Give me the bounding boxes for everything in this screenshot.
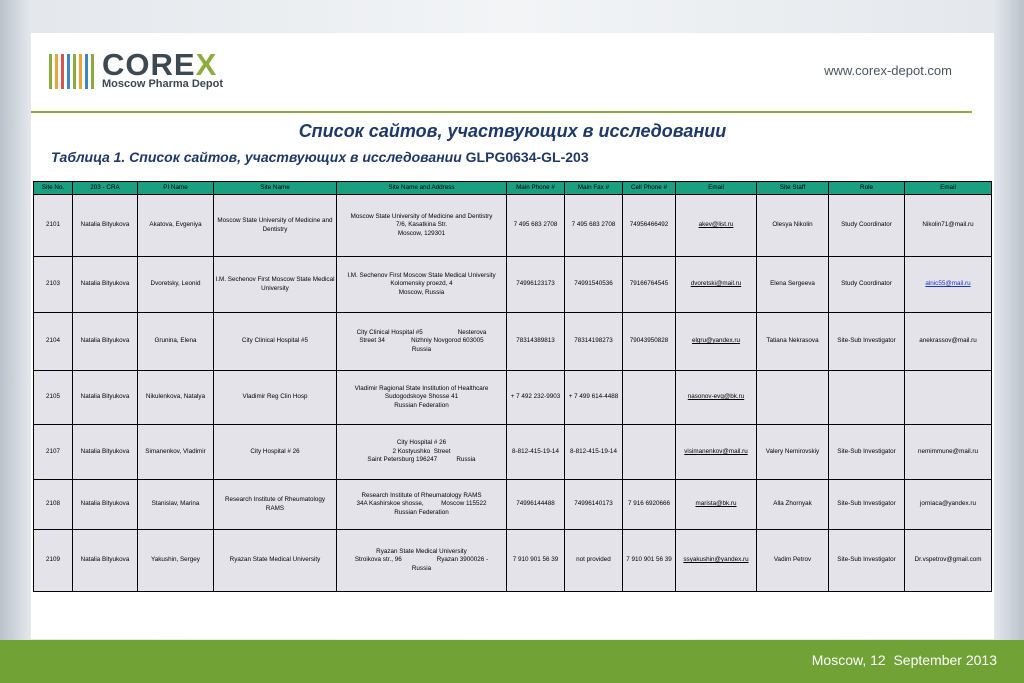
logo-subtitle: Moscow Pharma Depot: [102, 78, 224, 90]
staff-email-cell[interactable]: Nikolin71@mail.ru: [905, 195, 992, 257]
page-title: Список сайтов, участвующих в исследовании: [298, 121, 727, 141]
cra-cell: Natalia Bityukova: [73, 195, 138, 257]
main-fax-cell: not provided: [565, 530, 623, 592]
address-line: I.M. Sechenov First Moscow State Medical University: [347, 271, 496, 279]
pi-name-cell: Simanenkov, Vladimir: [138, 425, 214, 480]
column-header: Cell Phone #: [623, 182, 676, 195]
pi-name-cell: Stanislav, Marina: [138, 480, 214, 530]
table-header-row: [34, 182, 992, 195]
address-line: Saint Petersburg 196247 Russia: [367, 456, 476, 464]
address-line: Ryazan State Medical University: [376, 547, 467, 555]
footer-date: Moscow, 12 September 2013: [811, 652, 997, 668]
address-line: City Clinical Hospital #5 Nesterova: [356, 328, 487, 336]
address-line: 7/6, Kasatkina Str.: [395, 221, 448, 229]
logo-bar: [73, 54, 76, 89]
cra-cell: Natalia Bityukova: [73, 425, 138, 480]
table-row: [34, 195, 992, 257]
site-address-cell: [337, 480, 507, 530]
column-header: Main Fax #: [565, 182, 623, 195]
main-phone-cell: 74996144488: [507, 480, 565, 530]
site-name-cell: City Hospital # 26: [214, 425, 337, 480]
site-no-cell: 2101: [34, 195, 73, 257]
staff-email-cell[interactable]: jorniaca@yandex.ru: [905, 480, 992, 530]
address-line: Research Institute of Rheumatology RAMS: [361, 491, 482, 499]
cell-phone-cell: 74956466492: [623, 195, 676, 257]
logo-bar: [79, 54, 82, 89]
staff-email-cell[interactable]: Dr.vspetrov@gmail.com: [905, 530, 992, 592]
logo-bar: [49, 54, 52, 89]
address-line: Russia: [411, 345, 432, 353]
site-address-cell: [337, 371, 507, 425]
staff-email-cell[interactable]: alnic55@mail.ru: [905, 257, 992, 313]
table-row: [34, 480, 992, 530]
cell-phone-cell: 7 916 6920666: [623, 480, 676, 530]
logo-bars-icon: [49, 54, 97, 89]
main-fax-cell: 7 495 683 2708: [565, 195, 623, 257]
role-cell: Site-Sub Investigator: [829, 530, 905, 592]
cell-phone-cell: 7 910 901 56 39: [623, 530, 676, 592]
site-address-cell: [337, 195, 507, 257]
slide: [31, 33, 994, 639]
site-no-cell: 2103: [34, 257, 73, 313]
staff-email-cell[interactable]: nemimmune@mail.ru: [905, 425, 992, 480]
staff-email-cell[interactable]: anekrassov@mail.ru: [905, 313, 992, 371]
site-name-cell: Moscow State University of Medicine and Dentistry: [214, 195, 337, 257]
table-caption: [51, 149, 589, 165]
address-line: Kolomensky proezd, 4: [390, 280, 453, 288]
email-cell[interactable]: ssyakushin@yandex.ru: [676, 530, 757, 592]
site-staff-cell: Valery Nemirovskiy: [757, 425, 829, 480]
site-staff-cell: Elena Sergeeva: [757, 257, 829, 313]
address-line: Russia: [411, 564, 432, 572]
table-row: [34, 371, 992, 425]
header-divider: [31, 111, 972, 113]
cell-phone-cell: [623, 371, 676, 425]
email-cell[interactable]: nasonov-evg@bk.ru: [676, 371, 757, 425]
main-phone-cell: 7 910 901 56 39: [507, 530, 565, 592]
site-staff-cell: Alla Zhornyak: [757, 480, 829, 530]
site-address-cell: [337, 425, 507, 480]
role-cell: Site-Sub Investigator: [829, 313, 905, 371]
address-line: 34A Kashirskoe shosse, Moscow 115522: [356, 500, 487, 508]
pi-name-cell: Nikulenkova, Natalya: [138, 371, 214, 425]
pi-name-cell: Akatova, Evgeniya: [138, 195, 214, 257]
sites-table: [33, 181, 992, 592]
column-header: Site Name: [214, 182, 337, 195]
pi-name-cell: Yakushin, Sergey: [138, 530, 214, 592]
site-no-cell: 2108: [34, 480, 73, 530]
address-line: Sudogodskoye Shosse 41: [384, 393, 459, 401]
column-header: Email: [676, 182, 757, 195]
address-line: Russian Federation: [394, 508, 449, 516]
column-header: Email: [905, 182, 992, 195]
table-row: [34, 425, 992, 480]
site-no-cell: 2105: [34, 371, 73, 425]
role-cell: [829, 371, 905, 425]
main-phone-cell: 74996123173: [507, 257, 565, 313]
cell-phone-cell: [623, 425, 676, 480]
site-staff-cell: Olesya Nikolin: [757, 195, 829, 257]
main-fax-cell: 74996140173: [565, 480, 623, 530]
column-header: Site No.: [34, 182, 73, 195]
email-cell[interactable]: dvoretski@mail.ru: [676, 257, 757, 313]
column-header: Site Staff: [757, 182, 829, 195]
column-header: PI Name: [138, 182, 214, 195]
pi-name-cell: Grunina, Elena: [138, 313, 214, 371]
site-address-cell: [337, 313, 507, 371]
main-phone-cell: + 7 492 232-9903: [507, 371, 565, 425]
logo-bar: [67, 54, 70, 89]
address-line: Vladimir Ragional State Institution of Healthcare: [354, 384, 489, 392]
main-phone-cell: 78314389813: [507, 313, 565, 371]
address-line: Moscow, 129301: [397, 229, 446, 237]
site-no-cell: 2104: [34, 313, 73, 371]
email-cell[interactable]: elgru@yandex.ru: [676, 313, 757, 371]
cell-phone-cell: 79043950828: [623, 313, 676, 371]
email-cell[interactable]: visimanenkov@mail.ru: [676, 425, 757, 480]
role-cell: Site-Sub Investigator: [829, 425, 905, 480]
logo-bar: [85, 54, 88, 89]
pi-name-cell: Dvoretsky, Leonid: [138, 257, 214, 313]
address-line: Moscow State University of Medicine and Dentistry: [350, 212, 493, 220]
site-name-cell: Research Institute of Rheumatology RAMS: [214, 480, 337, 530]
main-fax-cell: + 7 499 614-4488: [565, 371, 623, 425]
main-fax-cell: 78314198273: [565, 313, 623, 371]
cra-cell: Natalia Bityukova: [73, 480, 138, 530]
address-line: Stroikova str., 96 Ryazan 3900026 -: [354, 556, 489, 564]
site-name-cell: Ryazan State Medical University: [214, 530, 337, 592]
column-header: 203 - CRA: [73, 182, 138, 195]
study-code: GLPG0634-GL-203: [465, 149, 589, 165]
column-header: Site Name and Address: [337, 182, 507, 195]
site-name-cell: Vladimir Reg Clin Hosp: [214, 371, 337, 425]
email-cell[interactable]: marista@bk.ru: [676, 480, 757, 530]
site-staff-cell: Tatiana Nekrasova: [757, 313, 829, 371]
staff-email-cell[interactable]: [905, 371, 992, 425]
cra-cell: Natalia Bityukova: [73, 313, 138, 371]
cra-cell: Natalia Bityukova: [73, 257, 138, 313]
address-line: Street 34 Nizhniy Novgorod 603005: [359, 337, 484, 345]
site-no-cell: 2107: [34, 425, 73, 480]
logo-wordmark: COREX: [102, 47, 218, 82]
site-staff-cell: Vadim Petrov: [757, 530, 829, 592]
email-cell[interactable]: akev@list.ru: [676, 195, 757, 257]
main-phone-cell: 8-812-415-19-14: [507, 425, 565, 480]
role-cell: Study Coordinator: [829, 195, 905, 257]
cell-phone-cell: 79166764545: [623, 257, 676, 313]
table-row: [34, 530, 992, 592]
logo-bar: [55, 54, 58, 89]
column-header: Main Phone #: [507, 182, 565, 195]
table-caption-text: Таблица 1. Список сайтов, участвующих в исследовании: [51, 149, 462, 165]
address-line: 2 Kostyushko Street: [392, 447, 451, 455]
site-url: www.corex-depot.com: [824, 63, 952, 78]
cra-cell: Natalia Bityukova: [73, 371, 138, 425]
address-line: Russian Federation: [394, 401, 449, 409]
address-line: Moscow, Russia: [398, 288, 445, 296]
table-row: [34, 313, 992, 371]
main-fax-cell: 8-812-415-19-14: [565, 425, 623, 480]
site-address-cell: [337, 257, 507, 313]
site-address-cell: [337, 530, 507, 592]
logo-bar: [61, 54, 64, 89]
role-cell: Site-Sub Investigator: [829, 480, 905, 530]
cra-cell: Natalia Bityukova: [73, 530, 138, 592]
table-row: [34, 257, 992, 313]
column-header: Role: [829, 182, 905, 195]
main-fax-cell: 74991540536: [565, 257, 623, 313]
site-name-cell: City Clinical Hospital #5: [214, 313, 337, 371]
main-phone-cell: 7 495 683 2708: [507, 195, 565, 257]
logo-bar: [91, 54, 94, 89]
site-name-cell: I.M. Sechenov First Moscow State Medical University: [214, 257, 337, 313]
site-no-cell: 2109: [34, 530, 73, 592]
site-staff-cell: [757, 371, 829, 425]
address-line: City Hospital # 26: [396, 439, 447, 447]
footer-bar: [0, 640, 1024, 683]
role-cell: Study Coordinator: [829, 257, 905, 313]
